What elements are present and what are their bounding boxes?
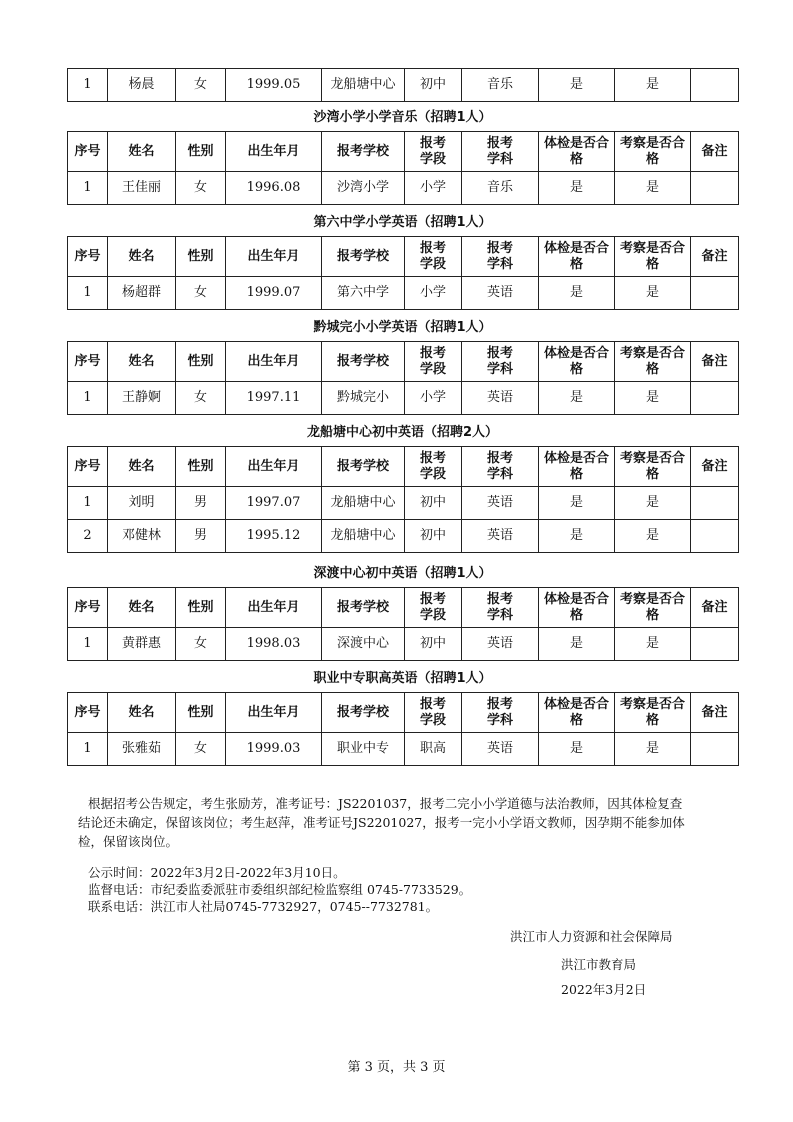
column-header: 报考 学段 [405, 237, 462, 277]
table-cell: 1997.11 [226, 382, 322, 415]
table-cell [691, 382, 739, 415]
table-cell: 龙船塘中心 [322, 487, 405, 520]
table-cell: 是 [539, 382, 615, 415]
column-header: 序号 [68, 237, 108, 277]
table-header-row [68, 693, 739, 733]
column-header: 报考 学段 [405, 132, 462, 172]
table-cell: 黔城完小 [322, 382, 405, 415]
column-header: 体检是否合 格 [539, 588, 615, 628]
column-header: 出生年月 [226, 237, 322, 277]
column-header: 报考学校 [322, 588, 405, 628]
column-header: 性别 [176, 237, 226, 277]
page-footer: 第 3 页，共 3 页 [347, 1060, 446, 1075]
result-table [67, 587, 739, 661]
table-row: 1 杨晨 女 1999.05 龙船塘中心 初中 音乐 是 是 [68, 69, 739, 102]
column-header: 出生年月 [226, 588, 322, 628]
column-header: 姓名 [108, 342, 176, 382]
table-cell: 英语 [462, 733, 539, 766]
column-header: 体检是否合 格 [539, 693, 615, 733]
table-cell: 英语 [462, 382, 539, 415]
table-cell [691, 733, 739, 766]
table-cell: 龙船塘中心 [322, 520, 405, 553]
column-header: 性别 [176, 132, 226, 172]
table-cell: 男 [176, 520, 226, 553]
column-header: 考察是否合 格 [615, 237, 691, 277]
column-header: 姓名 [108, 588, 176, 628]
table-row [68, 172, 739, 205]
table-cell: 英语 [462, 520, 539, 553]
table-cell: 张雅茹 [108, 733, 176, 766]
result-table [67, 236, 739, 310]
column-header: 备注 [691, 693, 739, 733]
table-cell: 是 [615, 733, 691, 766]
column-header: 姓名 [108, 447, 176, 487]
table-cell: 女 [176, 733, 226, 766]
result-table [67, 446, 739, 553]
column-header: 报考 学科 [462, 342, 539, 382]
signature-date: 2022年3月2日 [561, 982, 647, 997]
table-cell: 是 [539, 628, 615, 661]
table-cell: 小学 [405, 172, 462, 205]
carryover-table [67, 68, 739, 102]
table-cell: 深渡中心 [322, 628, 405, 661]
table-cell: 沙湾小学 [322, 172, 405, 205]
column-header: 报考 学科 [462, 693, 539, 733]
table-cell: 王静婀 [108, 382, 176, 415]
table-cell: 是 [539, 487, 615, 520]
column-header: 序号 [68, 693, 108, 733]
table-cell: 英语 [462, 487, 539, 520]
table-cell: 是 [615, 382, 691, 415]
section-title: 沙湾小学小学音乐（招聘1人） [313, 110, 492, 125]
table-cell: 是 [615, 487, 691, 520]
column-header: 体检是否合 格 [539, 447, 615, 487]
column-header: 出生年月 [226, 342, 322, 382]
result-table [67, 131, 739, 205]
column-header: 出生年月 [226, 447, 322, 487]
table-cell: 1996.08 [226, 172, 322, 205]
column-header: 备注 [691, 447, 739, 487]
table-cell: 1 [68, 733, 108, 766]
column-header: 性别 [176, 588, 226, 628]
column-header: 报考学校 [322, 447, 405, 487]
column-header: 报考 学科 [462, 132, 539, 172]
table-cell: 王佳丽 [108, 172, 176, 205]
result-table [67, 692, 739, 766]
table-cell: 职高 [405, 733, 462, 766]
column-header: 报考 学段 [405, 342, 462, 382]
column-header: 报考 学段 [405, 588, 462, 628]
table-cell: 女 [176, 277, 226, 310]
table-cell: 女 [176, 172, 226, 205]
column-header: 报考 学科 [462, 447, 539, 487]
table-cell: 邓健林 [108, 520, 176, 553]
section-title: 深渡中心初中英语（招聘1人） [313, 566, 492, 581]
column-header: 体检是否合 格 [539, 237, 615, 277]
column-header: 报考 学科 [462, 237, 539, 277]
result-table [67, 341, 739, 415]
table-cell: 是 [539, 733, 615, 766]
column-header: 报考学校 [322, 237, 405, 277]
table-cell: 是 [615, 172, 691, 205]
column-header: 备注 [691, 588, 739, 628]
section-title: 第六中学小学英语（招聘1人） [313, 215, 492, 230]
column-header: 考察是否合 格 [615, 693, 691, 733]
column-header: 考察是否合 格 [615, 588, 691, 628]
table-cell: 杨超群 [108, 277, 176, 310]
table-cell: 是 [615, 277, 691, 310]
column-header: 报考 学段 [405, 447, 462, 487]
table-row [68, 733, 739, 766]
table-header-row [68, 132, 739, 172]
column-header: 姓名 [108, 237, 176, 277]
table-cell: 职业中专 [322, 733, 405, 766]
table-row [68, 520, 739, 553]
table-header-row [68, 588, 739, 628]
column-header: 报考学校 [322, 132, 405, 172]
column-header: 考察是否合 格 [615, 132, 691, 172]
table-cell: 1 [68, 487, 108, 520]
table-cell: 初中 [405, 487, 462, 520]
publicity-period: 公示时间：2022年3月2日-2022年3月10日。 [88, 865, 346, 880]
table-cell: 1999.07 [226, 277, 322, 310]
signature-org-edu: 洪江市教育局 [561, 957, 637, 972]
contact-phone: 联系电话：洪江市人社局0745-7732927，0745--7732781。 [88, 899, 439, 914]
column-header: 考察是否合 格 [615, 342, 691, 382]
table-cell: 刘明 [108, 487, 176, 520]
column-header: 性别 [176, 447, 226, 487]
table-cell [691, 277, 739, 310]
table-cell: 1 [68, 172, 108, 205]
table-cell [691, 172, 739, 205]
table-cell: 黄群惠 [108, 628, 176, 661]
column-header: 姓名 [108, 132, 176, 172]
column-header: 报考 学段 [405, 693, 462, 733]
column-header: 序号 [68, 588, 108, 628]
table-row [68, 277, 739, 310]
table-cell: 女 [176, 382, 226, 415]
table-header-row [68, 237, 739, 277]
signature-org-hr: 洪江市人力资源和社会保障局 [510, 929, 673, 944]
table-row [68, 628, 739, 661]
column-header: 报考 学科 [462, 588, 539, 628]
table-cell: 1997.07 [226, 487, 322, 520]
column-header: 序号 [68, 342, 108, 382]
column-header: 序号 [68, 132, 108, 172]
column-header: 体检是否合 格 [539, 132, 615, 172]
column-header: 性别 [176, 342, 226, 382]
table-cell: 英语 [462, 628, 539, 661]
remark-paragraph: 根据招考公告规定，考生张励芳，准考证号：JS2201037，报考二完小小学道德与法治教师，因其体检复查 结论还未确定，保留该岗位；考生赵萍，准考证号JS2201027，报考一完小小学语文教师，因孕期不能参加体 检，保留该岗位。 [78, 796, 685, 849]
table-cell: 是 [615, 628, 691, 661]
table-cell: 是 [539, 520, 615, 553]
table-cell [691, 628, 739, 661]
column-header: 出生年月 [226, 693, 322, 733]
table-cell: 小学 [405, 382, 462, 415]
section-title: 黔城完小小学英语（招聘1人） [313, 320, 492, 335]
table-row [68, 382, 739, 415]
contact-block [88, 864, 471, 915]
column-header: 性别 [176, 693, 226, 733]
table-cell [691, 487, 739, 520]
table-row [68, 487, 739, 520]
column-header: 序号 [68, 447, 108, 487]
table-cell [691, 520, 739, 553]
table-cell: 1 [68, 628, 108, 661]
table-cell: 1999.03 [226, 733, 322, 766]
column-header: 备注 [691, 237, 739, 277]
table-cell: 男 [176, 487, 226, 520]
table-cell: 小学 [405, 277, 462, 310]
column-header: 姓名 [108, 693, 176, 733]
table-cell: 1 [68, 277, 108, 310]
table-cell: 2 [68, 520, 108, 553]
column-header: 体检是否合 格 [539, 342, 615, 382]
table-cell: 女 [176, 628, 226, 661]
table-cell: 1995.12 [226, 520, 322, 553]
table-header-row [68, 342, 739, 382]
column-header: 考察是否合 格 [615, 447, 691, 487]
column-header: 备注 [691, 342, 739, 382]
section-title: 职业中专职高英语（招聘1人） [313, 671, 492, 686]
column-header: 报考学校 [322, 342, 405, 382]
table-cell: 初中 [405, 628, 462, 661]
column-header: 报考学校 [322, 693, 405, 733]
section-title: 龙船塘中心初中英语（招聘2人） [306, 425, 499, 440]
table-cell: 是 [539, 277, 615, 310]
column-header: 备注 [691, 132, 739, 172]
table-cell: 1 [68, 382, 108, 415]
table-header-row [68, 447, 739, 487]
supervise-phone: 监督电话：市纪委监委派驻市委组织部纪检监察组 0745-7733529。 [88, 882, 472, 897]
table-cell: 音乐 [462, 172, 539, 205]
table-cell: 初中 [405, 520, 462, 553]
table-cell: 第六中学 [322, 277, 405, 310]
table-cell: 1998.03 [226, 628, 322, 661]
table-cell: 英语 [462, 277, 539, 310]
table-cell: 是 [615, 520, 691, 553]
table-cell: 是 [539, 172, 615, 205]
column-header: 出生年月 [226, 132, 322, 172]
